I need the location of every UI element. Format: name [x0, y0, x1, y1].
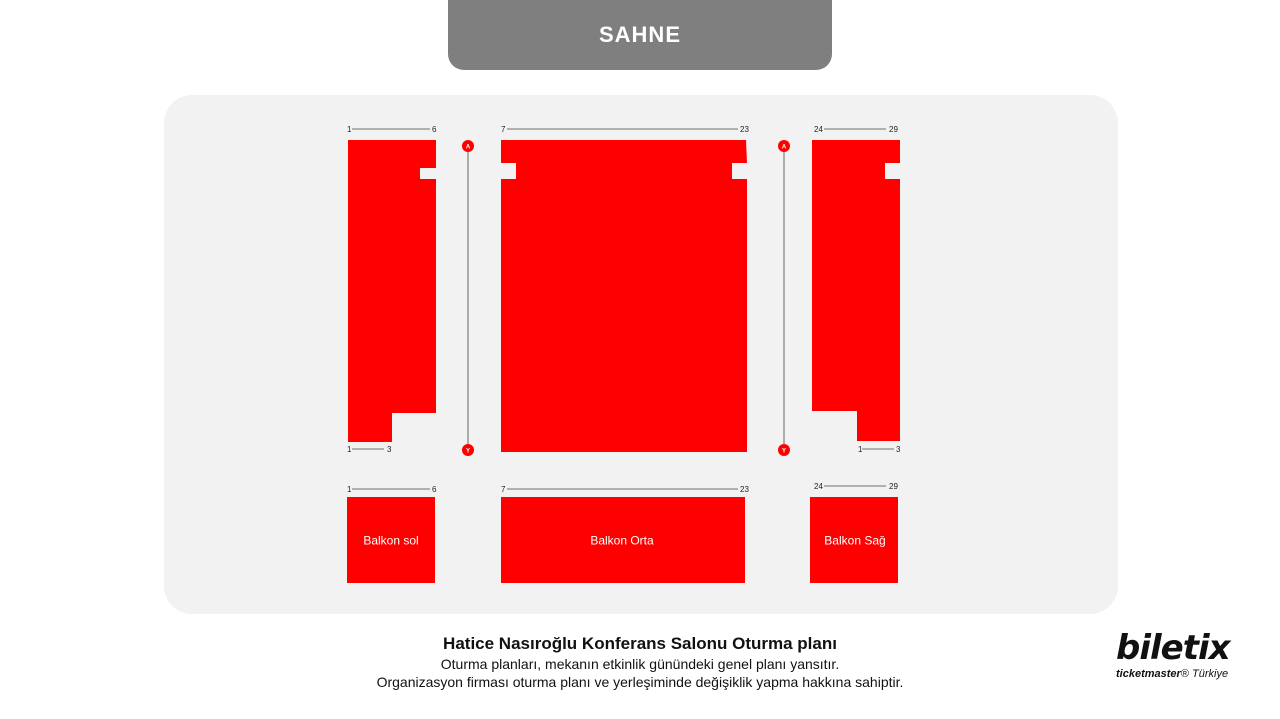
section-left-parter[interactable] [347, 125, 437, 454]
left-parter-seat-start: 1 [347, 125, 352, 134]
balcony-right-label: Balkon Sağ [824, 533, 886, 548]
center-parter-seat-end: 23 [740, 125, 749, 134]
left-parter-seat-end: 6 [432, 125, 437, 134]
disclaimer-line-1: Oturma planları, mekanın etkinlik günündeki genel planı yansıtır. [440, 656, 840, 672]
left-parter-bottom-seat-start: 1 [347, 445, 352, 454]
section-center-parter[interactable] [501, 125, 749, 452]
seating-plan [164, 95, 1118, 614]
right-parter-seat-end: 29 [889, 125, 898, 134]
right-aisle-row-bottom: Y [781, 448, 787, 455]
section-right-parter[interactable] [812, 125, 901, 454]
right-aisle [778, 140, 790, 456]
stage-label: SAHNE [598, 22, 681, 47]
right-parter-seat-start: 24 [814, 125, 823, 134]
section-balcony-left[interactable] [347, 485, 437, 583]
left-aisle [462, 140, 474, 456]
venue-title: Hatice Nasıroğlu Konferans Salonu Oturma planı [443, 634, 837, 653]
footer-info [290, 633, 990, 691]
seating-map [164, 95, 1118, 614]
biletix-logo [1116, 630, 1246, 680]
balcony-left-seat-end: 6 [432, 485, 437, 494]
section-balcony-center[interactable] [501, 485, 749, 583]
center-parter-seat-start: 7 [501, 125, 506, 134]
logo-region: Türkiye [1192, 668, 1229, 680]
balcony-center-seat-end: 23 [740, 485, 749, 494]
left-aisle-row-top: A [465, 144, 471, 151]
right-aisle-row-top: A [781, 144, 787, 151]
left-parter-bottom-seat-end: 3 [387, 445, 392, 454]
balcony-right-seat-end: 29 [889, 482, 898, 491]
balcony-right-seat-start: 24 [814, 482, 823, 491]
balcony-left-seat-start: 1 [347, 485, 352, 494]
left-aisle-row-bottom: Y [465, 448, 471, 455]
stage-banner [448, 0, 832, 70]
balcony-left-label: Balkon sol [363, 533, 419, 548]
balcony-center-seat-start: 7 [501, 485, 506, 494]
right-parter-bottom-seat-start: 1 [858, 445, 863, 454]
balcony-center-label: Balkon Orta [590, 533, 654, 548]
section-balcony-right[interactable] [810, 482, 898, 583]
right-parter-bottom-seat-end: 3 [896, 445, 901, 454]
logo-subline: ticketmaster® Türkiye [1116, 668, 1229, 680]
logo-wordmark: biletix [1116, 628, 1230, 668]
disclaimer-line-2: Organizasyon firması oturma planı ve yerleşiminde değişiklik yapma hakkına sahiptir. [376, 674, 904, 690]
logo-ticketmaster: ticketmaster [1116, 668, 1181, 680]
